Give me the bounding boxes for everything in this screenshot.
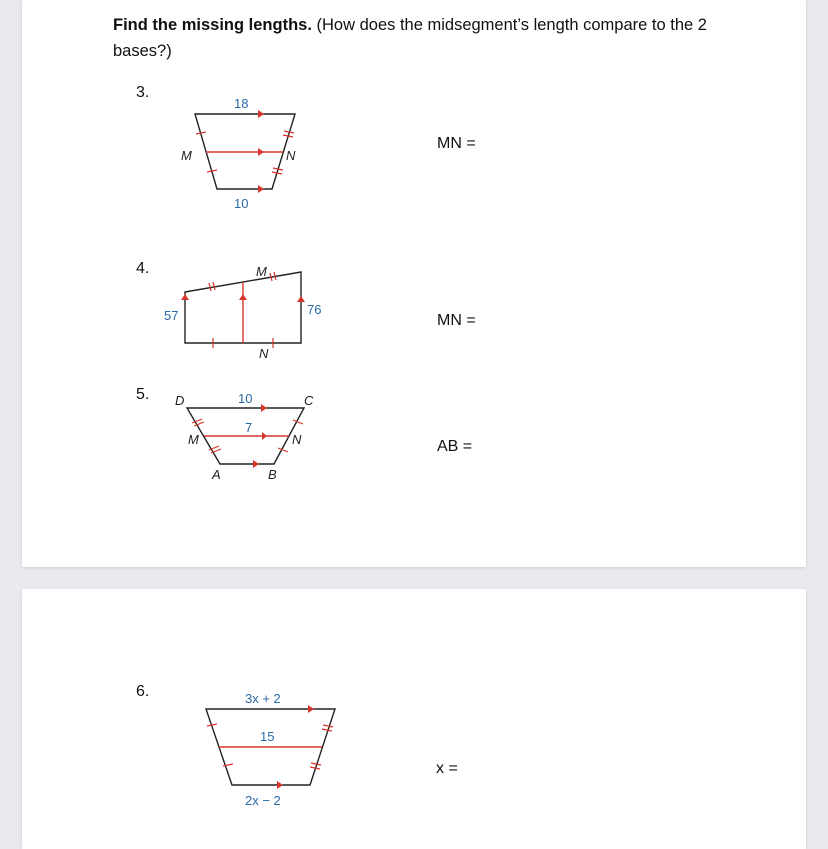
problem-4-trapezoid-figure xyxy=(162,260,362,370)
problem-6-midsegment-label: 15 xyxy=(260,729,275,744)
problem-5-answer-label: AB = xyxy=(437,438,473,455)
instructions-bold: Find the missing lengths. xyxy=(113,16,312,34)
problem-5-point-c: C xyxy=(304,393,314,408)
problem-6-bottom-base-label: 2x − 2 xyxy=(245,793,281,808)
instructions xyxy=(113,12,723,64)
problem-5-top-base-label: 10 xyxy=(238,391,253,406)
problem-5-point-b: B xyxy=(268,467,277,482)
worksheet-card-2 xyxy=(22,589,806,849)
problem-5-point-d: D xyxy=(175,393,185,408)
problem-6-number: 6. xyxy=(136,683,150,700)
problem-3-point-m: M xyxy=(181,148,192,163)
problem-4-right-side-label: 76 xyxy=(307,302,322,317)
problem-3-bottom-base-label: 10 xyxy=(234,196,249,211)
worksheet-card-1 xyxy=(22,0,806,567)
problem-5-number: 5. xyxy=(136,386,150,403)
problem-4-number: 4. xyxy=(136,260,150,277)
problem-5-midsegment-label: 7 xyxy=(245,420,253,435)
problem-6-top-base-label: 3x + 2 xyxy=(245,691,281,706)
problem-4-left-side-label: 57 xyxy=(164,308,179,323)
problem-6-trapezoid-figure xyxy=(182,685,362,825)
problem-4-point-m: M xyxy=(256,264,267,279)
problem-3-point-n: N xyxy=(286,148,296,163)
problem-5-point-m: M xyxy=(188,432,199,447)
problem-5-point-n: N xyxy=(292,432,302,447)
instructions-text: (How does the midsegment’s length compare to the 2 bases?) xyxy=(113,16,707,60)
problem-5-trapezoid-figure xyxy=(162,388,362,488)
problem-4-point-n: N xyxy=(259,346,269,361)
problem-6-answer-label: x = xyxy=(436,760,458,777)
problem-3-top-base-label: 18 xyxy=(234,96,249,111)
problem-4-answer-label: MN = xyxy=(437,312,476,329)
problem-3-answer-label: MN = xyxy=(437,135,476,152)
problem-3-number: 3. xyxy=(136,84,150,101)
problem-3-trapezoid-figure xyxy=(162,88,352,218)
problem-5-point-a: A xyxy=(212,467,221,482)
